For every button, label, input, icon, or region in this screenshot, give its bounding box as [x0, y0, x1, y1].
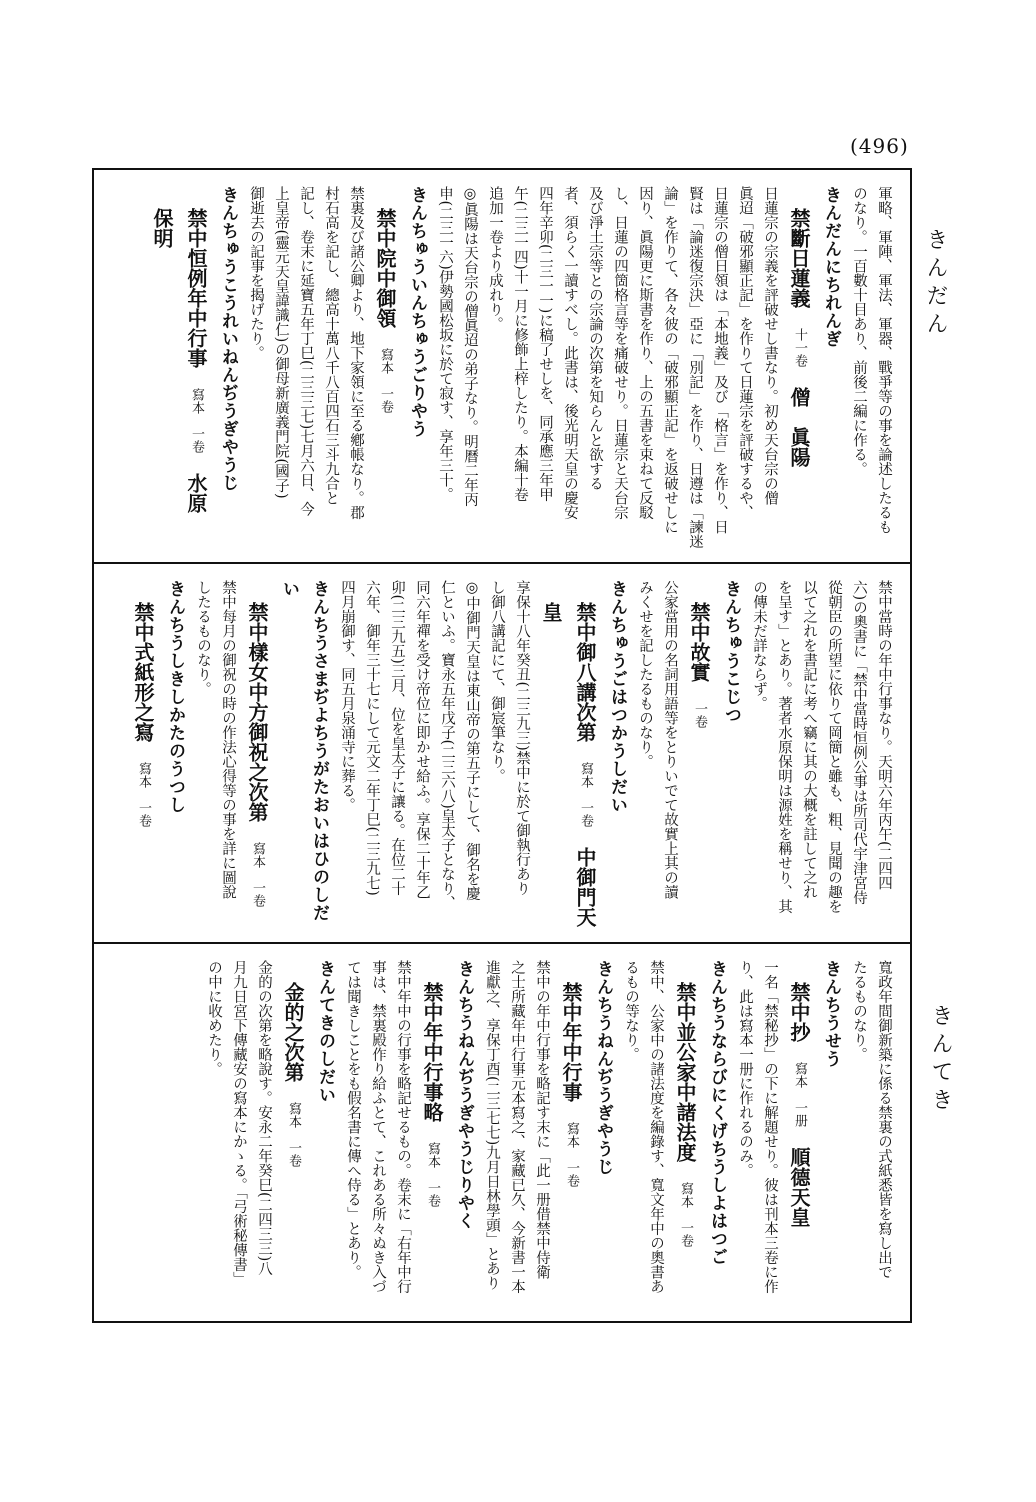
volume-count: 寫本 一卷	[286, 1102, 301, 1167]
body-line: ◎眞陽は天台宗の僧眞迢の弟子なり。明曆二年丙	[462, 186, 478, 507]
volume-count: 寫本 一卷	[425, 1142, 440, 1207]
entry-reading: きんちうねんぢうぎやうじりやく	[454, 960, 474, 1230]
body-line: 事は、禁裏殿作り給ふとて、これある所々ぬき入づ	[370, 960, 386, 1294]
body-line: 賢は「論迷復宗決」亞に「別記」を作り、日遵は「諫迷	[687, 186, 703, 549]
volume-count: 十一卷	[792, 328, 807, 367]
band-3	[94, 944, 910, 1321]
body-line: 禁裏及び諸公卿より、地下家領に至る鄕帳なり。郡	[348, 186, 364, 520]
entry-reading: きんちうしきしかたのうつし	[165, 580, 185, 814]
body-line: 者、須らく一讀すべし。此書は、後光明天皇の慶安	[562, 186, 578, 520]
entry-reading: きんちうさまぢよちうがたおいはひのしだい	[279, 580, 329, 922]
band-2-column	[94, 564, 910, 942]
continuation-line: 從朝臣の所望に依りて岡簡と雖も、粗、見聞の趣を	[826, 580, 842, 914]
entry-title	[368, 186, 402, 552]
continuation-line: を呈す」とあり。著者水原保明は源姓を稱せり、其	[776, 580, 792, 914]
continuation-line: たるものなり。	[851, 960, 867, 1062]
body-line: 禁中每月の御祝の時の作法心得等の事を詳に圖說	[220, 580, 236, 899]
body-line: 因り、眞陽更に斯書を作り、上の五書を束ねて反駁	[637, 186, 653, 520]
band-1	[94, 170, 910, 564]
body-line: 及び淨土宗等との宗論の次第を知らんと欲する	[587, 186, 603, 491]
body-line: 金的の次第を略說す。安永二年癸巳(二四三三)八	[256, 960, 272, 1276]
title-text: 禁中御八講次第	[573, 602, 597, 742]
title-text: 金的之次第	[281, 982, 305, 1082]
volume-count: 寫本 一卷	[578, 762, 593, 827]
continuation-line: 寬政年間御新築に係る禁裏の式紙悉皆を寫し出で	[876, 960, 892, 1279]
volume-count: 寫本 一卷	[678, 1182, 693, 1247]
entry-reading: きんちうならびにくげちうしよはつご	[707, 960, 727, 1266]
entry-reading: きんだんにちれんぎ	[821, 186, 841, 348]
continuation-line: の傳未だ詳ならず。	[751, 580, 767, 711]
body-line: 禁中の年中行事を略記す末に「此一册借禁中侍衛	[534, 960, 550, 1279]
side-heading-bottom: きんてき	[928, 1004, 953, 1116]
body-line: 記し、卷末に延寶五年丁巳(二三三七)七月六日、今	[298, 186, 314, 517]
page-number: (496)	[850, 134, 909, 158]
title-text: 禁中故實	[687, 602, 711, 682]
body-line: の中に收めたり。	[206, 960, 222, 1076]
author-name: 水原 保明	[150, 208, 208, 533]
entry-title	[782, 960, 816, 1311]
body-line: 午(二三一四)十一月に修飾上梓したり。本編十卷	[512, 186, 528, 502]
title-text: 禁中樣女中方御祝之次第	[245, 602, 269, 822]
body-line: 之士所藏年中行事元本寫之、家藏已久、今新書一本	[509, 960, 525, 1294]
body-line: 進獻之、享保丁酉(二三七七)九月日林學頭」とあり	[484, 960, 500, 1291]
body-line: 眞迢「破邪顯正記」を作りて日蓮宗を評破するや、	[737, 186, 753, 520]
entry-reading: きんちゅうごはつかうしだい	[607, 580, 627, 814]
body-line: みくせを記したるものなり。	[637, 580, 653, 769]
volume-count: 寫本 一卷	[378, 348, 393, 413]
body-line: し御八講記にて、御宸筆なり。	[489, 580, 505, 783]
band-2	[94, 564, 910, 944]
continuation-line: 軍略、軍陣、軍法、軍器、戰爭等の事を論述したるも	[876, 186, 892, 534]
body-line: 月九日宮下傳藏安の寫本にかゝる。「弓術秘傳書」	[231, 960, 247, 1287]
page-frame	[92, 168, 912, 1323]
entry-title	[682, 580, 716, 932]
body-line: 追加一卷より成れり。	[487, 186, 503, 331]
entry-reading: きんちゅうこじつ	[721, 580, 741, 724]
body-line: 六年、御年三十七にして元文二年丁巳(二三九七)	[364, 580, 380, 896]
body-line: 四月崩御す、同五月泉涌寺に葬る。	[339, 580, 355, 812]
body-line: 四年辛卯(二三一一)に稿了せしを、同承應三年甲	[537, 186, 553, 502]
body-line: 同六年禪を受け帝位に即かせ給ふ。享保二十年乙	[414, 580, 430, 899]
title-text: 禁中抄	[787, 982, 811, 1042]
body-line: り、此は寫本一册に作れるのみ。	[737, 960, 753, 1178]
entry-reading: きんちうせう	[821, 960, 841, 1068]
entry-reading: きんちうねんぢうぎやうじ	[593, 960, 613, 1176]
body-line: 享保十八年癸丑(二三九三)禁中に於て御執行あり	[514, 580, 530, 896]
entry-title	[240, 580, 274, 932]
body-line: 禁中年中の行事を略記せるもの。卷末に「右年中行	[395, 960, 411, 1294]
volume-count: 寫本 一册	[792, 1062, 807, 1127]
entry-title	[534, 580, 602, 932]
title-text: 禁中恒例年中行事	[184, 208, 208, 368]
body-line: 村石高を記し、總高十萬八千八百四石三斗九合と	[323, 186, 339, 505]
body-line: 御逝去の記事を揭げたり。	[248, 186, 264, 360]
entry-reading: きんちゅういんちゅうごりやう	[407, 186, 427, 438]
body-line: 日蓮宗の僧日領は「本地義」及び「格言」を作り、日	[712, 186, 728, 534]
body-line: ては聞きしことをも假名書に傳へ侍る」とあり。	[345, 960, 361, 1279]
title-text: 禁斷日蓮義	[787, 208, 811, 308]
entry-title	[415, 960, 449, 1311]
volume-count: 寫本 一卷	[564, 1122, 579, 1187]
body-line: 申(二三一六)伊勢國松坂に於て寂す、享年三十。	[437, 186, 453, 502]
entry-title	[145, 186, 213, 552]
author-name: 順德天皇	[787, 1147, 811, 1227]
body-line: したるものなり。	[195, 580, 211, 696]
title-text: 禁中年中行事	[559, 982, 583, 1102]
body-line: 日蓮宗の宗義を評破せし書なり。初め天台宗の僧	[762, 186, 778, 505]
entry-title	[782, 186, 816, 552]
band-1-column	[94, 170, 910, 562]
title-text: 禁中院中御領	[373, 208, 397, 328]
entry-reading: きんちゅうこうれいねんぢうぎやうじ	[218, 186, 238, 492]
volume-count: 寫本 一卷	[189, 388, 204, 453]
body-line: 上皇帝(靈元天皇諱識仁)の御母新廣義門院(國子)	[273, 186, 289, 499]
body-line: 禁中、公家中の諸法度を編錄す、寬文年中の奧書あ	[648, 960, 664, 1294]
title-text: 禁中並公家中諸法度	[673, 982, 697, 1162]
volume-count: 寫本 一卷	[136, 762, 151, 827]
body-line: 一名「禁秘抄」の下に解題せり。彼は刊本三卷に作	[762, 960, 778, 1294]
entry-reading: きんてきのしだい	[315, 960, 335, 1104]
continuation-line: 六)の奧書に「禁中當時恒例公事は所司代宇津宮侍	[851, 580, 867, 905]
side-heading-top: きんだん	[923, 228, 948, 340]
entry-title	[668, 960, 702, 1311]
title-text: 禁中式紙形之寫	[131, 602, 155, 742]
continuation-line: 以て之れを書記に考へ竊に其の大概を註して之れ	[801, 580, 817, 899]
continuation-line: のなり。一百數十目あり、前後二編に作る。	[851, 186, 867, 476]
continuation-line: 禁中當時の年中行事なり。天明六年丙午(二四四	[876, 580, 892, 891]
entry-title	[276, 960, 310, 1311]
author-name: 中御門天皇	[539, 602, 597, 927]
entry-title	[126, 580, 160, 932]
body-line: 論」を作りて、各々彼の「破邪顯正記」を返破せしに	[662, 186, 678, 534]
volume-count: 寫本 一卷	[250, 842, 265, 907]
body-line: 仁といふ。寶永五年戊子(二三六八)皇太子となり、	[439, 580, 455, 911]
body-line: 卯(二三九五)三月、位を皇太子に讓る。在位二十	[389, 580, 405, 896]
body-line: し、日蓮の四箇格言等を痛破せり。日蓮宗と天台宗	[612, 186, 628, 520]
entry-title	[554, 960, 588, 1311]
title-text: 禁中年中行事略	[420, 982, 444, 1122]
body-line: ◎中御門天皇は東山帝の第五子にして、御名を慶	[464, 580, 480, 901]
body-line: 公家當用の名詞用語等をとりいでて故實上其の讀	[662, 580, 678, 899]
body-line: るもの等なり。	[623, 960, 639, 1062]
band-3-column	[94, 944, 910, 1321]
volume-count: 一卷	[692, 702, 707, 728]
author-name: 僧 眞陽	[787, 387, 811, 467]
